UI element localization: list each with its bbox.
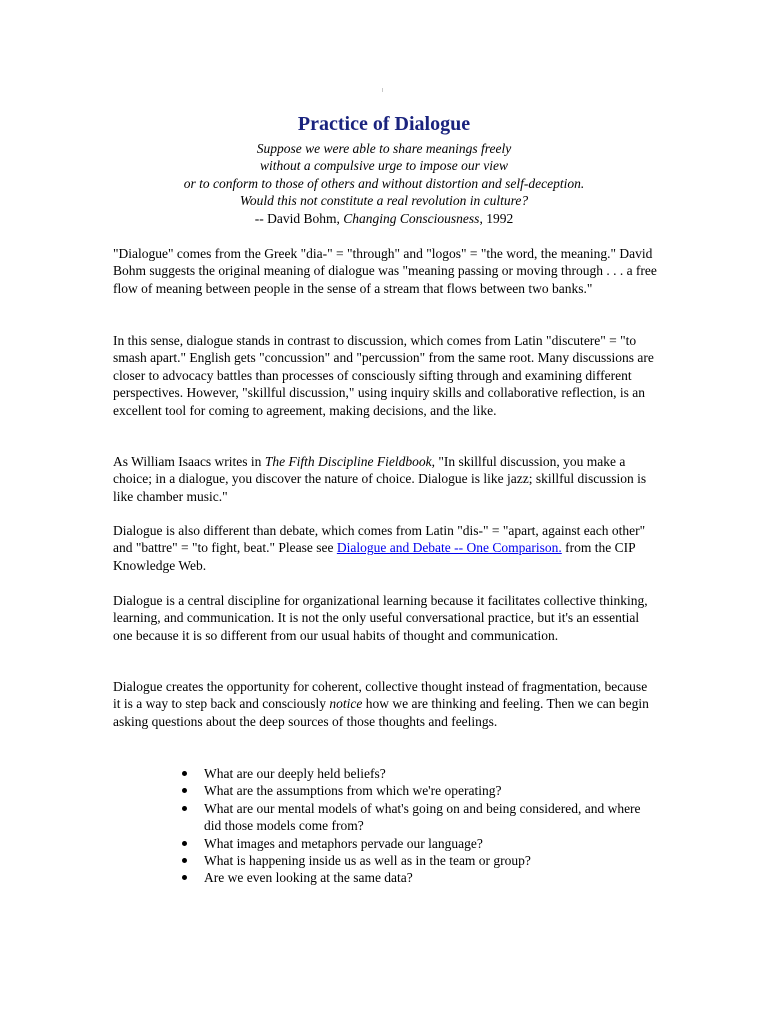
paragraph-text: Dialogue is a central discipline for organizational learning because it facilitates collective thinking, learning, and communication. It is not the only useful conversational practice, but it's an essential one because it is so different from our usual habits of thought and communication. [113, 593, 648, 643]
paragraph-text-end: from the CIP Knowledge Web. [113, 540, 636, 573]
epigraph-line: Suppose we were able to share meanings freely [256, 141, 512, 156]
paragraph-text [113, 453, 658, 505]
attribution-author: -- David Bohm, [254, 210, 344, 226]
paragraph-text-end: , "In skillful discussion, you make a choice; in a dialogue, you discover the nature of choice. Dialogue is like jazz; skillful discussion is like chamber music." [113, 454, 647, 504]
list-item: What images and metaphors pervade our language? [176, 835, 656, 852]
list-item: Are we even looking at the same data? [176, 869, 656, 886]
paragraph-text [113, 522, 658, 574]
list-item: What are the assumptions from which we're operating? [176, 782, 656, 799]
paragraph-text-end: how we are thinking and feeling. Then we can begin asking questions about the deep sources of those thoughts and feelings. [113, 696, 649, 729]
paragraph-text-start: Dialogue is also different than debate, which comes from Latin "dis-" = "apart, against each other" and "battre" = "to fight, beat." Please see [113, 523, 646, 556]
paragraph-debate [113, 522, 658, 574]
epigraph-line: Would this not constitute a real revolution in culture? [239, 193, 529, 209]
epigraph [0, 140, 768, 227]
paragraph-text: In this sense, dialogue stands in contrast to discussion, which comes from Latin "discutere" = "to smash apart." English gets "concussion" and "percussion" from the same root. Many discussions are closer to advocacy battles than processes of consciously sifting through and examining different perspectives. However, "skillful discussion," using inquiry skills and collaborative reflection, is an excellent tool for coming to agreement, making decisions, and the like. [113, 333, 654, 418]
dialogue-debate-link[interactable]: Dialogue and Debate -- One Comparison. [336, 540, 562, 556]
paragraph-collective-thought [113, 678, 658, 730]
epigraph-line: or to conform to those of others and without distortion and self-deception. [183, 175, 585, 191]
questions-list [176, 765, 656, 887]
paragraph-text-start: As William Isaacs writes in [113, 454, 265, 469]
list-item: What are our mental models of what's going on and being considered, and where did those models come from? [176, 800, 656, 835]
emphasis-notice: notice [329, 696, 363, 712]
page-marker [382, 88, 383, 92]
paragraph-text [113, 678, 658, 730]
list-item: What is happening inside us as well as in the team or group? [176, 852, 656, 869]
attribution-year: , 1992 [479, 210, 514, 226]
paragraph-isaacs-quote [113, 453, 658, 505]
list-item: What are our deeply held beliefs? [176, 765, 656, 782]
book-title: The Fifth Discipline Fieldbook [264, 454, 432, 469]
paragraph-text-start: Dialogue creates the opportunity for coherent, collective thought instead of fragmentation, because it is a way to step back and consciously [113, 679, 648, 712]
page-title: Practice of Dialogue [297, 113, 471, 135]
paragraph-etymology [113, 245, 658, 297]
attribution-work: Changing Consciousness [343, 210, 480, 226]
epigraph-attribution [0, 210, 768, 227]
paragraph-organizational-learning [113, 592, 658, 644]
epigraph-line: without a compulsive urge to impose our view [259, 158, 509, 174]
paragraph-discussion [113, 332, 658, 419]
paragraph-text: "Dialogue" comes from the Greek "dia-" = "through" and "logos" = "the word, the meaning." David Bohm suggests the original meaning of dialogue was "meaning passing or moving through . . . a free flow of meaning between people in the sense of a stream that flows between two banks." [113, 246, 657, 296]
